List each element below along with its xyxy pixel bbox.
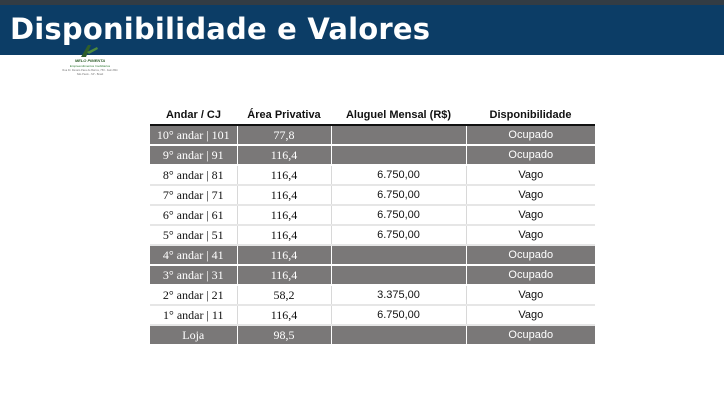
table-row bbox=[150, 265, 595, 285]
cell-aluguel: 6.750,00 bbox=[331, 205, 466, 225]
cell-area: 116,4 bbox=[237, 265, 331, 285]
cell-status: Vago bbox=[466, 165, 595, 185]
cell-aluguel: 6.750,00 bbox=[331, 225, 466, 245]
cell-andar: Loja bbox=[150, 325, 237, 345]
cell-andar: 3° andar | 31 bbox=[150, 265, 237, 285]
header-disponibilidade: Disponibilidade bbox=[466, 105, 595, 125]
header-andar: Andar / CJ bbox=[150, 105, 237, 125]
logo-address: Rua Dr. Renato Paes de Barros, 750 - Itaim Bibi bbox=[62, 69, 118, 72]
cell-andar: 5° andar | 51 bbox=[150, 225, 237, 245]
table-row bbox=[150, 165, 595, 185]
cell-status: Ocupado bbox=[466, 325, 595, 345]
table-row bbox=[150, 225, 595, 245]
cell-area: 58,2 bbox=[237, 285, 331, 305]
header-aluguel: Aluguel Mensal (R$) bbox=[331, 105, 466, 125]
cell-status: Ocupado bbox=[466, 145, 595, 165]
cell-aluguel: 6.750,00 bbox=[331, 165, 466, 185]
cell-andar: 2° andar | 21 bbox=[150, 285, 237, 305]
cell-aluguel bbox=[331, 325, 466, 345]
cell-aluguel bbox=[331, 145, 466, 165]
header-area: Área Privativa bbox=[237, 105, 331, 125]
cell-aluguel bbox=[331, 245, 466, 265]
cell-aluguel bbox=[331, 265, 466, 285]
cell-andar: 7° andar | 71 bbox=[150, 185, 237, 205]
cell-status: Vago bbox=[466, 225, 595, 245]
table-row bbox=[150, 245, 595, 265]
table-header-row bbox=[150, 105, 595, 125]
cell-area: 77,8 bbox=[237, 125, 331, 145]
cell-area: 116,4 bbox=[237, 205, 331, 225]
cell-area: 116,4 bbox=[237, 245, 331, 265]
page-title: Disponibilidade e Valores bbox=[10, 12, 431, 46]
table-row bbox=[150, 145, 595, 165]
cell-aluguel: 6.750,00 bbox=[331, 185, 466, 205]
cell-andar: 1° andar | 11 bbox=[150, 305, 237, 325]
logo-mark-icon bbox=[78, 45, 100, 57]
cell-area: 116,4 bbox=[237, 165, 331, 185]
cell-area: 116,4 bbox=[237, 305, 331, 325]
cell-andar: 10° andar | 101 bbox=[150, 125, 237, 145]
cell-status: Vago bbox=[466, 205, 595, 225]
cell-status: Ocupado bbox=[466, 245, 595, 265]
cell-area: 116,4 bbox=[237, 145, 331, 165]
availability-table bbox=[150, 105, 595, 346]
cell-area: 116,4 bbox=[237, 185, 331, 205]
cell-andar: 4° andar | 41 bbox=[150, 245, 237, 265]
cell-aluguel bbox=[331, 125, 466, 145]
table-row bbox=[150, 285, 595, 305]
cell-status: Ocupado bbox=[466, 265, 595, 285]
cell-andar: 9° andar | 91 bbox=[150, 145, 237, 165]
cell-status: Ocupado bbox=[466, 125, 595, 145]
logo-name: MELO PIMENTA bbox=[74, 58, 106, 63]
cell-aluguel: 3.375,00 bbox=[331, 285, 466, 305]
table-row bbox=[150, 185, 595, 205]
cell-area: 98,5 bbox=[237, 325, 331, 345]
cell-status: Vago bbox=[466, 285, 595, 305]
table-row bbox=[150, 325, 595, 345]
cell-andar: 6° andar | 61 bbox=[150, 205, 237, 225]
logo-city: São Paulo - SP - Brasil bbox=[76, 73, 104, 76]
cell-andar: 8° andar | 81 bbox=[150, 165, 237, 185]
cell-aluguel: 6.750,00 bbox=[331, 305, 466, 325]
cell-status: Vago bbox=[466, 305, 595, 325]
company-logo bbox=[58, 45, 122, 79]
table-row bbox=[150, 205, 595, 225]
table-row bbox=[150, 125, 595, 145]
table-row bbox=[150, 305, 595, 325]
cell-status: Vago bbox=[466, 185, 595, 205]
cell-area: 116,4 bbox=[237, 225, 331, 245]
table-body bbox=[150, 125, 595, 345]
logo-tagline: Empreendimentos Imobiliarios bbox=[69, 64, 111, 68]
